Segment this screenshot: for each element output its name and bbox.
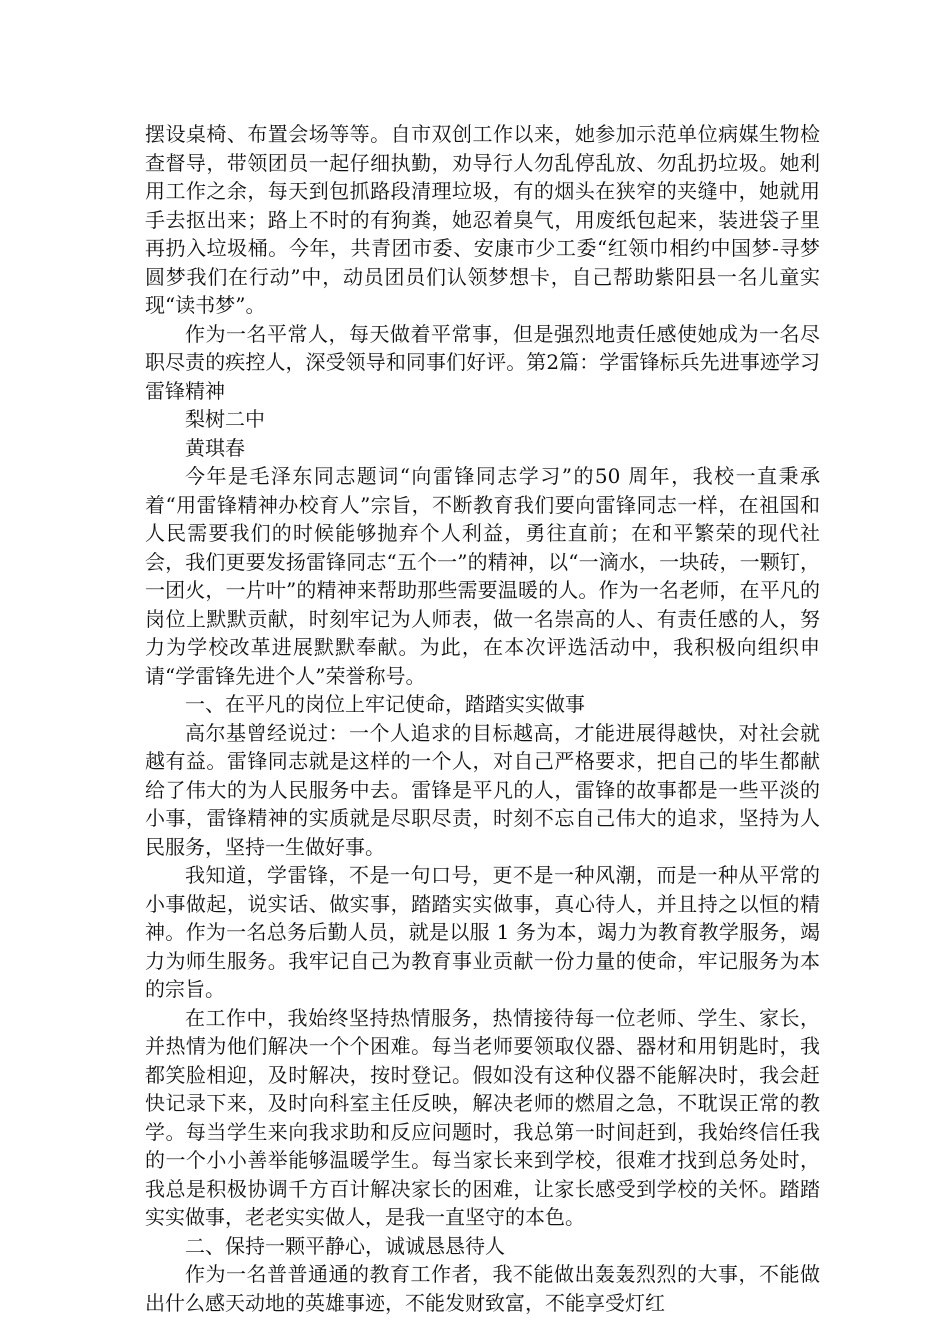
document-page xyxy=(145,120,820,1317)
section-heading-1: 一、在平凡的岗位上牢记使命，踏踏实实做事 xyxy=(185,692,585,716)
paragraph-2: 作为一名平常人，每天做着平常事，但是强烈地责任感使她成为一名尽职尽责的疾控人，深受领导和同事们好评。第2篇：学雷锋标兵先进事迹学习雷锋精神 xyxy=(145,321,820,403)
paragraph-5: 今年是毛泽东同志题词“向雷锋同志学习”的50 周年，我校一直秉承着“用雷锋精神办校育人”宗旨，不断教育我们要向雷锋同志一样，在祖国和人民需要我们的时候能够抛弃个人利益，勇往直前；在和平繁荣的现代社会，我们更要发扬雷锋同志“五个一”的精神，以“一滴水，一块砖，一颗钉，一团火，一片叶”的精神来帮助那些需要温暖的人。作为一名老师，在平凡的岗位上默默贡献，时刻牢记为人师表，做一名崇高的人、有责任感的人，努力为学校改革进展默默奉献。为此，在本次评选活动中，我积极向组织申请“学雷锋先进个人”荣誉称号。 xyxy=(145,464,820,688)
paragraph-1: 摆设桌椅、布置会场等等。自市双创工作以来，她参加示范单位病媒生物检查督导，带领团员一起仔细执勤，劝导行人勿乱停乱放、勿乱扔垃圾。她利用工作之余，每天到包抓路段清理垃圾，有的烟头在狭窄的夹缝中，她就用手去抠出来；路上不时的有狗粪，她忍着臭气，用废纸包起来，装进袋子里再扔入垃圾桶。今年，共青团市委、安康市少工委“红领巾相约中国梦-寻梦圆梦我们在行动”中，动员团员们认领梦想卡，自己帮助紫阳县一名儿童实现“读书梦”。 xyxy=(145,122,820,317)
paragraph-8: 我知道，学雷锋，不是一句口号，更不是一种风潮，而是一种从平常的小事做起，说实话、做实事，踏踏实实做事，真心待人，并且持之以恒的精神。作为一名总务后勤人员，就是以服 1 务为本，竭力为教育教学服务，竭力为师生服务。我牢记自己为教育事业贡献一份力量的使命，牢记服务为本的宗旨。 xyxy=(145,863,820,1001)
school-name: 梨树二中 xyxy=(185,407,265,431)
section-heading-2: 二、保持一颗平静心，诚诚恳恳待人 xyxy=(185,1233,505,1258)
paragraph-11: 作为一名普普通通的教育工作者，我不能做出轰轰烈烈的大事，不能做出什么感天动地的英雄事迹，不能发财致富，不能享受灯红 xyxy=(145,1262,820,1315)
author-name: 黄琪春 xyxy=(185,435,245,460)
paragraph-9: 在工作中，我始终坚持热情服务，热情接待每一位老师、学生、家长，并热情为他们解决一个个困难。每当老师要领取仪器、器材和用钥匙时，我都笑脸相迎，及时解决，按时登记。假如没有这种仪器不能解决时，我会赶快记录下来，及时向科室主任反映，解决老师的燃眉之急，不耽误正常的教学。每当学生来向我求助和反应问题时，我总第一时间赶到，我始终信任我的一个小小善举能够温暖学生。每当家长来到学校，很难才找到总务处时，我总是积极协调千方百计解决家长的困难，让家长感受到学校的关怀。踏踏实实做事，老老实实做人，是我一直坚守的本色。 xyxy=(145,1005,820,1229)
paragraph-7: 高尔基曾经说过：一个人追求的目标越高，才能进展得越快，对社会就越有益。雷锋同志就是这样的一个人，对自己严格要求，把自己的毕生都献给了伟大的为人民服务中去。雷锋是平凡的人，雷锋的故事都是一些平淡的小事，雷锋精神的实质就是尽职尽责，时刻不忘自己伟大的追求，坚持为人民服务，坚持一生做好事。 xyxy=(145,720,820,859)
